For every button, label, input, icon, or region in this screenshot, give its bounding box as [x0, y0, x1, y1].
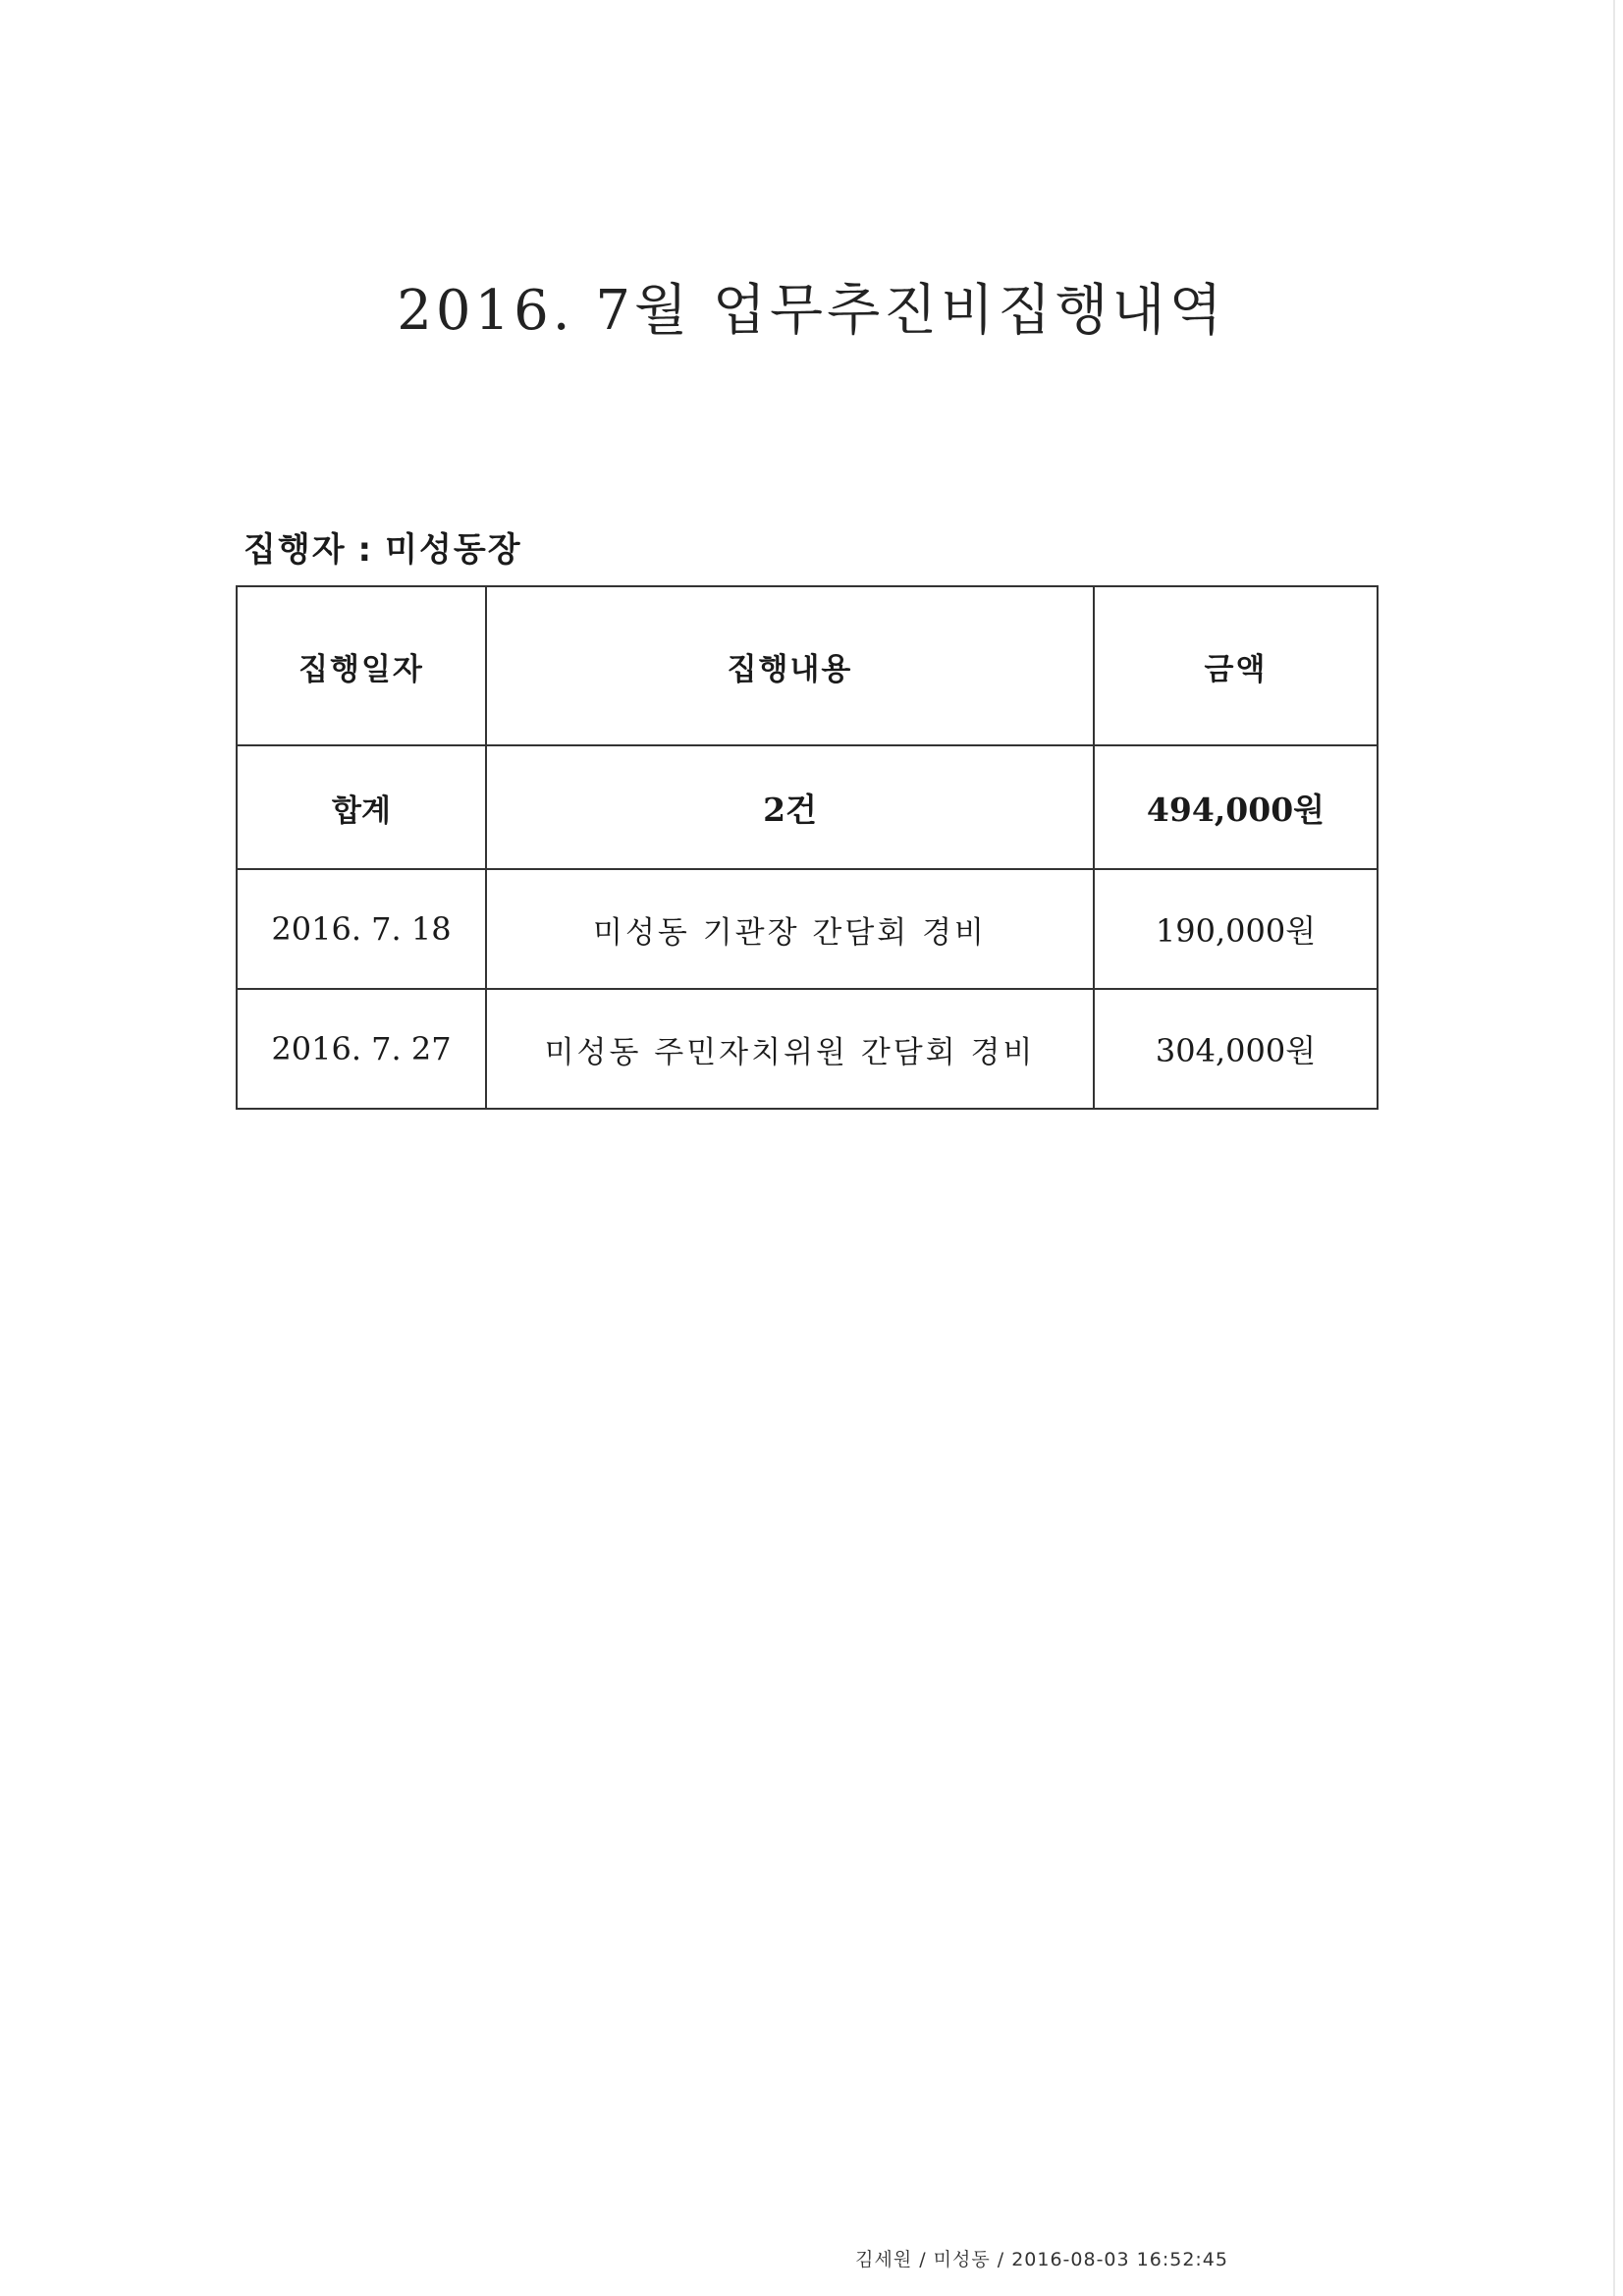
table-row	[237, 989, 1378, 1109]
total-count: 2건	[486, 745, 1094, 869]
document-title: 2016. 7월 업무추진비집행내역	[397, 279, 1226, 343]
header-date: 집행일자	[237, 586, 486, 745]
table-header-row	[237, 586, 1378, 745]
footer-stamp: 김세원 / 미성동 / 2016-08-03 16:52:45	[855, 2249, 1228, 2270]
row-amount: 304,000원	[1094, 989, 1378, 1109]
row-description: 미성동 주민자치위원 간담회 경비	[486, 989, 1094, 1109]
executor-line	[243, 522, 522, 571]
header-amount: 금액	[1094, 586, 1378, 745]
table-row	[237, 869, 1378, 989]
header-description: 집행내용	[486, 586, 1094, 745]
executor-separator: :	[357, 530, 374, 570]
row-amount: 190,000원	[1094, 869, 1378, 989]
row-date: 2016. 7. 18	[237, 869, 486, 989]
row-date: 2016. 7. 27	[237, 989, 486, 1109]
row-description: 미성동 기관장 간담회 경비	[486, 869, 1094, 989]
total-amount: 494,000원	[1094, 745, 1378, 869]
total-label: 합계	[237, 745, 486, 869]
executor-label: 집행자	[243, 530, 347, 570]
executor-name: 미성동장	[385, 530, 522, 570]
expense-table	[236, 585, 1379, 1110]
total-row	[237, 745, 1378, 869]
